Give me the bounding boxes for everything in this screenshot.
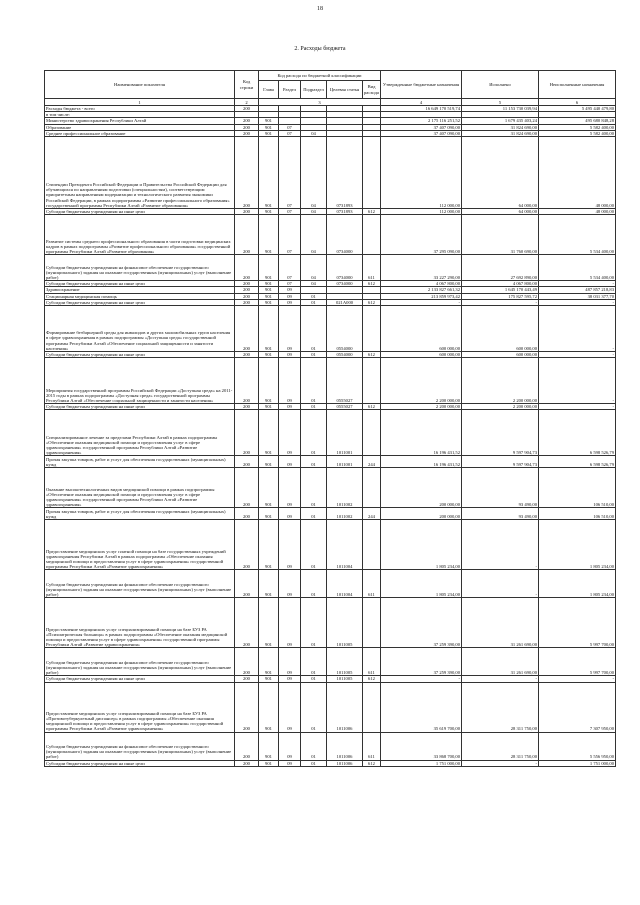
row-approved-cell: 16 196 431,52: [381, 456, 462, 468]
row-name-cell: Прочая закупка товаров, работ и услуг для обеспечения государственных (муниципальных) нужд: [45, 456, 235, 468]
row-glava-cell: 901: [259, 306, 279, 352]
row-glava-cell: 901: [259, 293, 279, 299]
table-row: [45, 468, 616, 508]
row-code-cell: 200: [235, 287, 259, 293]
table-row: [45, 598, 616, 648]
row-approved-cell: 16 649 170 519,74: [381, 106, 462, 112]
row-code-cell: 200: [235, 209, 259, 215]
row-code-cell: 200: [235, 760, 259, 766]
row-code-cell: 200: [235, 676, 259, 682]
row-name-cell: Предоставление медицинских услуг платной помощи на базе государственных учреждений здравоохранения Республики Алтай в рамках подпрограммы «Обеспечение оказания медицинской помощи и предоставления услуг в сфере здравоохранения» государственной программы Республики Алтай «Развитие здравоохранения»: [45, 520, 235, 570]
row-code-cell: 200: [235, 520, 259, 570]
row-name-cell: Субсидии бюджетным учреждениям на финансовое обеспечение государственного (муниципального) задания на оказание государственных (муниципальных) услуг (выполнение работ): [45, 732, 235, 760]
row-code-cell: 200: [235, 648, 259, 676]
row-podrazdel-cell: 01: [301, 648, 327, 676]
row-executed-cell: 28 311 750,00: [462, 682, 539, 732]
row-code-cell: 200: [235, 281, 259, 287]
row-code-cell: 200: [235, 255, 259, 281]
row-razdel-cell: 09: [279, 676, 301, 682]
row-approved-cell: 33 227 290,00: [381, 255, 462, 281]
row-name-cell: Прочая закупка товаров, работ и услуг для обеспечения государственных (муниципальных) нужд: [45, 508, 235, 520]
row-vid-cell: 612: [363, 404, 381, 410]
row-podrazdel-cell: 01: [301, 410, 327, 456]
row-glava-cell: 901: [259, 118, 279, 124]
row-executed-cell: 1 645 170 443,49: [462, 287, 539, 293]
row-code-cell: 200: [235, 570, 259, 598]
row-razdel-cell: 09: [279, 598, 301, 648]
row-unexecuted-cell: 5 997 700,00: [539, 598, 616, 648]
table-row: [45, 215, 616, 255]
row-target-cell: 1011006: [327, 760, 363, 766]
row-approved-cell: 112 000,00: [381, 137, 462, 209]
row-razdel-cell: 07: [279, 130, 301, 136]
row-approved-cell: 16 196 431,52: [381, 410, 462, 456]
row-glava-cell: 901: [259, 352, 279, 358]
row-executed-cell: 31 261 690,00: [462, 648, 539, 676]
row-vid-cell: [363, 137, 381, 209]
row-glava-cell: 901: [259, 281, 279, 287]
row-unexecuted-cell: 5 556 950,00: [539, 732, 616, 760]
row-code-cell: 200: [235, 598, 259, 648]
row-target-cell: 021A000: [327, 299, 363, 305]
row-name-cell: Формирование безбарьерной среды для инвалидов и других маломобильных групп населения в сфере здравоохранения в рамках подпрограммы «Доступная среда» государственной программы Республики Алтай «Обеспечение социальной защищенности и занятости населения»: [45, 306, 235, 352]
table-row: [45, 137, 616, 209]
row-executed-cell: 31 760 690,00: [462, 215, 539, 255]
row-unexecuted-cell: 1 805 234,00: [539, 570, 616, 598]
table-row: [45, 760, 616, 766]
row-podrazdel-cell: 01: [301, 682, 327, 732]
row-approved-cell: 37 259 390,00: [381, 598, 462, 648]
row-razdel-cell: 07: [279, 255, 301, 281]
table-row: [45, 648, 616, 676]
row-code-cell: 200: [235, 118, 259, 124]
table-row: [45, 255, 616, 281]
row-approved-cell: 2 175 116 251,52: [381, 118, 462, 124]
row-approved-cell: 2 200 000,00: [381, 404, 462, 410]
row-approved-cell: 600 000,00: [381, 306, 462, 352]
row-approved-cell: 1 805 234,00: [381, 520, 462, 570]
row-name-cell: Субсидии бюджетным учреждениям на иные цели: [45, 404, 235, 410]
row-unexecuted-cell: 7 307 950,00: [539, 682, 616, 732]
index-cell: 4: [381, 99, 462, 106]
table-row: [45, 732, 616, 760]
row-unexecuted-cell: -: [539, 404, 616, 410]
row-name-cell: Субсидии бюджетным учреждениям на иные цели: [45, 209, 235, 215]
row-approved-cell: 4 067 800,00: [381, 281, 462, 287]
row-code-cell: 200: [235, 106, 259, 112]
row-executed-cell: -: [462, 760, 539, 766]
row-glava-cell: 901: [259, 732, 279, 760]
row-target-cell: 0555027: [327, 358, 363, 404]
expenditure-table: [44, 70, 616, 767]
row-podrazdel-cell: 01: [301, 306, 327, 352]
row-target-cell: 0731893: [327, 209, 363, 215]
row-approved-cell: 200 000,00: [381, 508, 462, 520]
row-executed-cell: 31 824 690,00: [462, 130, 539, 136]
row-razdel-cell: 09: [279, 570, 301, 598]
row-vid-cell: [363, 468, 381, 508]
row-approved-cell: 35 619 700,00: [381, 682, 462, 732]
index-cell: 3: [259, 99, 381, 106]
header-razdel: Раздел: [279, 81, 301, 99]
row-code-cell: 200: [235, 410, 259, 456]
row-name-cell: Стипендии Президента Российской Федерации и Правительства Российской Федерации для обучающихся по направлениям подготовки (специальностям), соответствующим приоритетным направлениям модернизации и технологического развития экономики Российской Федерации, в рамках подпрограммы «Развитие профессионального образования» государственной программы Республики Алтай «Развитие образования»: [45, 137, 235, 209]
row-glava-cell: 901: [259, 508, 279, 520]
row-executed-cell: -: [462, 570, 539, 598]
row-vid-cell: 612: [363, 281, 381, 287]
index-cell: 1: [45, 99, 235, 106]
row-razdel-cell: 09: [279, 306, 301, 352]
row-podrazdel-cell: 01: [301, 352, 327, 358]
row-vid-cell: [363, 306, 381, 352]
row-unexecuted-cell: -: [539, 676, 616, 682]
row-executed-cell: 31 824 690,00: [462, 124, 539, 130]
row-target-cell: 0554000: [327, 306, 363, 352]
row-executed-cell: 600 000,00: [462, 306, 539, 352]
row-glava-cell: 901: [259, 209, 279, 215]
row-vid-cell: 611: [363, 732, 381, 760]
row-vid-cell: 244: [363, 456, 381, 468]
row-target-cell: 1011005: [327, 598, 363, 648]
row-podrazdel-cell: 01: [301, 358, 327, 404]
row-glava-cell: 901: [259, 468, 279, 508]
row-glava-cell: 901: [259, 570, 279, 598]
row-executed-cell: 600 000,00: [462, 352, 539, 358]
row-target-cell: 0554000: [327, 352, 363, 358]
row-name-cell: Субсидии бюджетным учреждениям на финансовое обеспечение государственного (муниципального) задания на оказание государственных (муниципальных) услуг (выполнение работ): [45, 648, 235, 676]
row-approved-cell: 37 295 090,00: [381, 215, 462, 255]
section-title: 2. Расходы бюджета: [294, 46, 346, 52]
table-body: [45, 106, 616, 767]
row-name-cell: Мероприятия государственной программы Российской Федерации «Доступная среда» на 2011-2015 годы в рамках подпрограммы «Доступная среда» государственной программы Республики Алтай «Обеспечение социальной защищенности и занятости населения»: [45, 358, 235, 404]
row-podrazdel-cell: 01: [301, 404, 327, 410]
row-code-cell: 200: [235, 732, 259, 760]
row-code-cell: 200: [235, 468, 259, 508]
row-approved-cell: -: [381, 299, 462, 305]
row-razdel-cell: 09: [279, 682, 301, 732]
row-podrazdel-cell: 04: [301, 137, 327, 209]
row-unexecuted-cell: 5 495 440 479,80: [539, 106, 616, 112]
header-code: Код строки: [235, 71, 259, 99]
row-approved-cell: -: [381, 676, 462, 682]
row-vid-cell: 612: [363, 676, 381, 682]
row-code-cell: 200: [235, 352, 259, 358]
row-target-cell: 0734000: [327, 215, 363, 255]
row-unexecuted-cell: 487 857 218,83: [539, 287, 616, 293]
row-name-cell: Здравоохранение: [45, 287, 235, 293]
row-unexecuted-cell: 106 510,00: [539, 468, 616, 508]
row-razdel-cell: 09: [279, 732, 301, 760]
row-executed-cell: 28 311 750,00: [462, 732, 539, 760]
row-razdel-cell: 09: [279, 293, 301, 299]
row-name-cell: Субсидии бюджетным учреждениям на иные цели: [45, 760, 235, 766]
table-row: [45, 682, 616, 732]
row-podrazdel-cell: 01: [301, 299, 327, 305]
row-razdel-cell: 09: [279, 287, 301, 293]
row-target-cell: 1011005: [327, 676, 363, 682]
row-vid-cell: [363, 410, 381, 456]
row-approved-cell: 600 000,00: [381, 352, 462, 358]
index-cell: 2: [235, 99, 259, 106]
header-glava: Глава: [259, 81, 279, 99]
row-executed-cell: 1 679 435 403,24: [462, 118, 539, 124]
row-approved-cell: 1 751 000,00: [381, 760, 462, 766]
row-unexecuted-cell: 5 582 400,00: [539, 130, 616, 136]
row-code-cell: 200: [235, 682, 259, 732]
row-podrazdel-cell: 04: [301, 281, 327, 287]
row-vid-cell: 612: [363, 760, 381, 766]
row-approved-cell: 2 133 827 661,32: [381, 287, 462, 293]
index-cell: 5: [462, 99, 539, 106]
row-unexecuted-cell: 38 031 377,70: [539, 293, 616, 299]
row-executed-cell: 2 200 000,00: [462, 404, 539, 410]
row-name-cell: Предоставление медицинских услуг специализированной помощи на базе БУЗ РА «Психиатрическая больница» в рамках подпрограммы «Обеспечение оказания медицинской помощи и предоставления услуг в сфере здравоохранения» государственной программы Республики Алтай «Развитие здравоохранения»: [45, 598, 235, 648]
row-glava-cell: 901: [259, 299, 279, 305]
row-approved-cell: 37 407 090,00: [381, 130, 462, 136]
row-target-cell: 0731893: [327, 137, 363, 209]
row-podrazdel-cell: 01: [301, 598, 327, 648]
row-executed-cell: 9 597 904,73: [462, 456, 539, 468]
table-row: [45, 520, 616, 570]
row-glava-cell: 901: [259, 598, 279, 648]
row-vid-cell: [363, 215, 381, 255]
row-target-cell: 0734000: [327, 281, 363, 287]
table-row: [45, 508, 616, 520]
row-glava-cell: 901: [259, 137, 279, 209]
row-executed-cell: 64 000,00: [462, 209, 539, 215]
row-unexecuted-cell: 5 534 400,00: [539, 255, 616, 281]
row-podrazdel-cell: 01: [301, 293, 327, 299]
row-approved-cell: 33 868 700,00: [381, 732, 462, 760]
row-unexecuted-cell: -: [539, 306, 616, 352]
row-code-cell: 200: [235, 130, 259, 136]
row-unexecuted-cell: -: [539, 281, 616, 287]
row-glava-cell: 901: [259, 676, 279, 682]
row-unexecuted-cell: 5 582 400,00: [539, 124, 616, 130]
row-unexecuted-cell: 1 805 234,00: [539, 520, 616, 570]
row-code-cell: 200: [235, 358, 259, 404]
row-executed-cell: 64 000,00: [462, 137, 539, 209]
row-target-cell: 0734000: [327, 255, 363, 281]
row-name-cell: Специализированное лечение за пределами Республики Алтай в рамках подпрограммы «Обеспечение оказания медицинской помощи и предоставления услуг в сфере здравоохранения» государственной программы Республики Алтай «Развитие здравоохранения»: [45, 410, 235, 456]
row-target-cell: 1011005: [327, 648, 363, 676]
row-executed-cell: 31 261 690,00: [462, 598, 539, 648]
row-vid-cell: [363, 598, 381, 648]
row-name-cell: Субсидии бюджетным учреждениям на иные цели: [45, 299, 235, 305]
row-approved-cell: 112 000,00: [381, 209, 462, 215]
row-approved-cell: 1 805 234,00: [381, 570, 462, 598]
row-target-cell: 0555027: [327, 404, 363, 410]
row-name-cell: в том числе:: [45, 112, 235, 118]
table-row: [45, 570, 616, 598]
row-approved-cell: 213 859 973,42: [381, 293, 462, 299]
row-executed-cell: 93 490,00: [462, 508, 539, 520]
index-cell: 6: [539, 99, 616, 106]
row-approved-cell: 2 200 000,00: [381, 358, 462, 404]
header-budget-class: Код расхода по бюджетной классификации: [259, 71, 381, 81]
row-unexecuted-cell: 5 534 400,00: [539, 215, 616, 255]
row-podrazdel-cell: 04: [301, 130, 327, 136]
row-razdel-cell: 09: [279, 358, 301, 404]
row-podrazdel-cell: 01: [301, 520, 327, 570]
row-glava-cell: 901: [259, 215, 279, 255]
row-razdel-cell: 09: [279, 410, 301, 456]
row-glava-cell: 901: [259, 358, 279, 404]
row-executed-cell: 175 827 595,72: [462, 293, 539, 299]
row-target-cell: 1011002: [327, 508, 363, 520]
row-target-cell: 1011001: [327, 456, 363, 468]
row-podrazdel-cell: 01: [301, 570, 327, 598]
row-unexecuted-cell: 5 997 700,00: [539, 648, 616, 676]
row-razdel-cell: 07: [279, 124, 301, 130]
row-executed-cell: -: [462, 676, 539, 682]
row-glava-cell: 901: [259, 410, 279, 456]
row-name-cell: Предоставление медицинских услуг специализированной помощи на базе БУЗ РА «Противотуберкулезный диспансер» в рамках подпрограммы «Обеспечение оказания медицинской помощи и предоставления услуг в сфере здравоохранения» государственной программы Республики Алтай «Развитие здравоохранения»: [45, 682, 235, 732]
row-podrazdel-cell: 04: [301, 255, 327, 281]
header-name: Наименование показателя: [45, 71, 235, 99]
header-podrazdel: Подраздел: [301, 81, 327, 99]
row-name-cell: Оказание высокотехнологичных видов медицинской помощи в рамках подпрограммы «Обеспечение оказания медицинской помощи и предоставления услуг в сфере здравоохранения» государственной программы Республики Алтай «Развитие здравоохранения»: [45, 468, 235, 508]
row-glava-cell: 901: [259, 456, 279, 468]
row-glava-cell: 901: [259, 760, 279, 766]
row-razdel-cell: 09: [279, 404, 301, 410]
row-vid-cell: 611: [363, 570, 381, 598]
header-target: Целевая статья: [327, 81, 363, 99]
row-executed-cell: 93 490,00: [462, 468, 539, 508]
row-unexecuted-cell: 1 751 000,00: [539, 760, 616, 766]
row-razdel-cell: 09: [279, 352, 301, 358]
row-glava-cell: 901: [259, 130, 279, 136]
row-razdel-cell: 09: [279, 508, 301, 520]
row-code-cell: 200: [235, 293, 259, 299]
row-vid-cell: 611: [363, 255, 381, 281]
row-executed-cell: 4 067 800,00: [462, 281, 539, 287]
row-vid-cell: 612: [363, 352, 381, 358]
row-razdel-cell: 07: [279, 215, 301, 255]
row-target-cell: 1011006: [327, 732, 363, 760]
table-row: [45, 358, 616, 404]
row-name-cell: Субсидии бюджетным учреждениям на иные цели: [45, 281, 235, 287]
row-target-cell: 1011002: [327, 468, 363, 508]
row-code-cell: 200: [235, 306, 259, 352]
header-vid: Вид расхода: [363, 81, 381, 99]
row-executed-cell: 11 153 730 039,94: [462, 106, 539, 112]
row-vid-cell: 612: [363, 299, 381, 305]
row-podrazdel-cell: 01: [301, 732, 327, 760]
row-glava-cell: 901: [259, 287, 279, 293]
row-glava-cell: 901: [259, 648, 279, 676]
row-unexecuted-cell: 6 598 526,79: [539, 410, 616, 456]
row-vid-cell: [363, 520, 381, 570]
table-row: [45, 456, 616, 468]
row-executed-cell: 2 200 000,00: [462, 358, 539, 404]
row-podrazdel-cell: 01: [301, 508, 327, 520]
row-code-cell: 200: [235, 124, 259, 130]
row-target-cell: 1011006: [327, 682, 363, 732]
row-approved-cell: 200 000,00: [381, 468, 462, 508]
row-vid-cell: 611: [363, 648, 381, 676]
row-glava-cell: 901: [259, 255, 279, 281]
row-vid-cell: [363, 682, 381, 732]
row-unexecuted-cell: 48 000,00: [539, 209, 616, 215]
row-glava-cell: 901: [259, 124, 279, 130]
row-razdel-cell: 09: [279, 299, 301, 305]
row-razdel-cell: 09: [279, 468, 301, 508]
row-executed-cell: -: [462, 520, 539, 570]
page-number: 18: [317, 6, 323, 12]
row-code-cell: 200: [235, 456, 259, 468]
row-podrazdel-cell: 01: [301, 676, 327, 682]
row-name-cell: Расходы бюджета - всего: [45, 106, 235, 112]
header-unexecuted: Неисполненные назначения: [539, 71, 616, 99]
row-name-cell: Среднее профессиональное образование: [45, 130, 235, 136]
row-code-cell: 200: [235, 508, 259, 520]
row-podrazdel-cell: 04: [301, 215, 327, 255]
header-approved: Утвержденные бюджетные назначения: [381, 71, 462, 99]
row-name-cell: Развитие системы среднего профессионального образования в части подготовки медицинских кадров в рамках подпрограммы «Развитие профессионального образования» государственной программы Республики Алтай «Развитие образования»: [45, 215, 235, 255]
row-name-cell: Образование: [45, 124, 235, 130]
row-unexecuted-cell: 48 000,00: [539, 137, 616, 209]
row-glava-cell: 901: [259, 682, 279, 732]
row-razdel-cell: 09: [279, 520, 301, 570]
row-razdel-cell: 09: [279, 760, 301, 766]
row-vid-cell: 612: [363, 209, 381, 215]
table-row: [45, 410, 616, 456]
row-glava-cell: 901: [259, 404, 279, 410]
row-target-cell: 1011004: [327, 520, 363, 570]
row-name-cell: Субсидии бюджетным учреждениям на иные цели: [45, 352, 235, 358]
row-glava-cell: 901: [259, 520, 279, 570]
row-podrazdel-cell: 01: [301, 760, 327, 766]
row-razdel-cell: 07: [279, 137, 301, 209]
row-unexecuted-cell: -: [539, 358, 616, 404]
row-name-cell: Стационарная медицинская помощь: [45, 293, 235, 299]
row-razdel-cell: 07: [279, 209, 301, 215]
row-name-cell: Субсидии бюджетным учреждениям на финансовое обеспечение государственного (муниципального) задания на оказание государственных (муниципальных) услуг (выполнение работ): [45, 570, 235, 598]
row-vid-cell: 244: [363, 508, 381, 520]
row-razdel-cell: 07: [279, 281, 301, 287]
row-approved-cell: 37 259 390,00: [381, 648, 462, 676]
row-razdel-cell: 09: [279, 456, 301, 468]
row-code-cell: 200: [235, 215, 259, 255]
row-name-cell: Субсидии бюджетным учреждениям на финансовое обеспечение государственного (муниципального) задания на оказание государственных (муниципальных) услуг (выполнение работ): [45, 255, 235, 281]
row-vid-cell: [363, 358, 381, 404]
row-unexecuted-cell: 6 598 526,79: [539, 456, 616, 468]
row-name-cell: Министерство здравоохранения Республики Алтай: [45, 118, 235, 124]
row-unexecuted-cell: 106 510,00: [539, 508, 616, 520]
row-unexecuted-cell: -: [539, 352, 616, 358]
header-executed: Исполнено: [462, 71, 539, 99]
row-podrazdel-cell: 01: [301, 456, 327, 468]
row-approved-cell: 37 407 090,00: [381, 124, 462, 130]
row-podrazdel-cell: 01: [301, 468, 327, 508]
row-executed-cell: -: [462, 299, 539, 305]
row-code-cell: 200: [235, 299, 259, 305]
row-name-cell: Субсидии бюджетным учреждениям на иные цели: [45, 676, 235, 682]
row-target-cell: 1011004: [327, 570, 363, 598]
row-code-cell: 200: [235, 137, 259, 209]
row-target-cell: 1011001: [327, 410, 363, 456]
row-podrazdel-cell: 04: [301, 209, 327, 215]
row-executed-cell: 27 692 890,00: [462, 255, 539, 281]
row-executed-cell: 9 597 904,73: [462, 410, 539, 456]
table-row: [45, 306, 616, 352]
row-unexecuted-cell: 495 680 848,28: [539, 118, 616, 124]
row-razdel-cell: 09: [279, 648, 301, 676]
row-unexecuted-cell: -: [539, 299, 616, 305]
row-code-cell: 200: [235, 404, 259, 410]
